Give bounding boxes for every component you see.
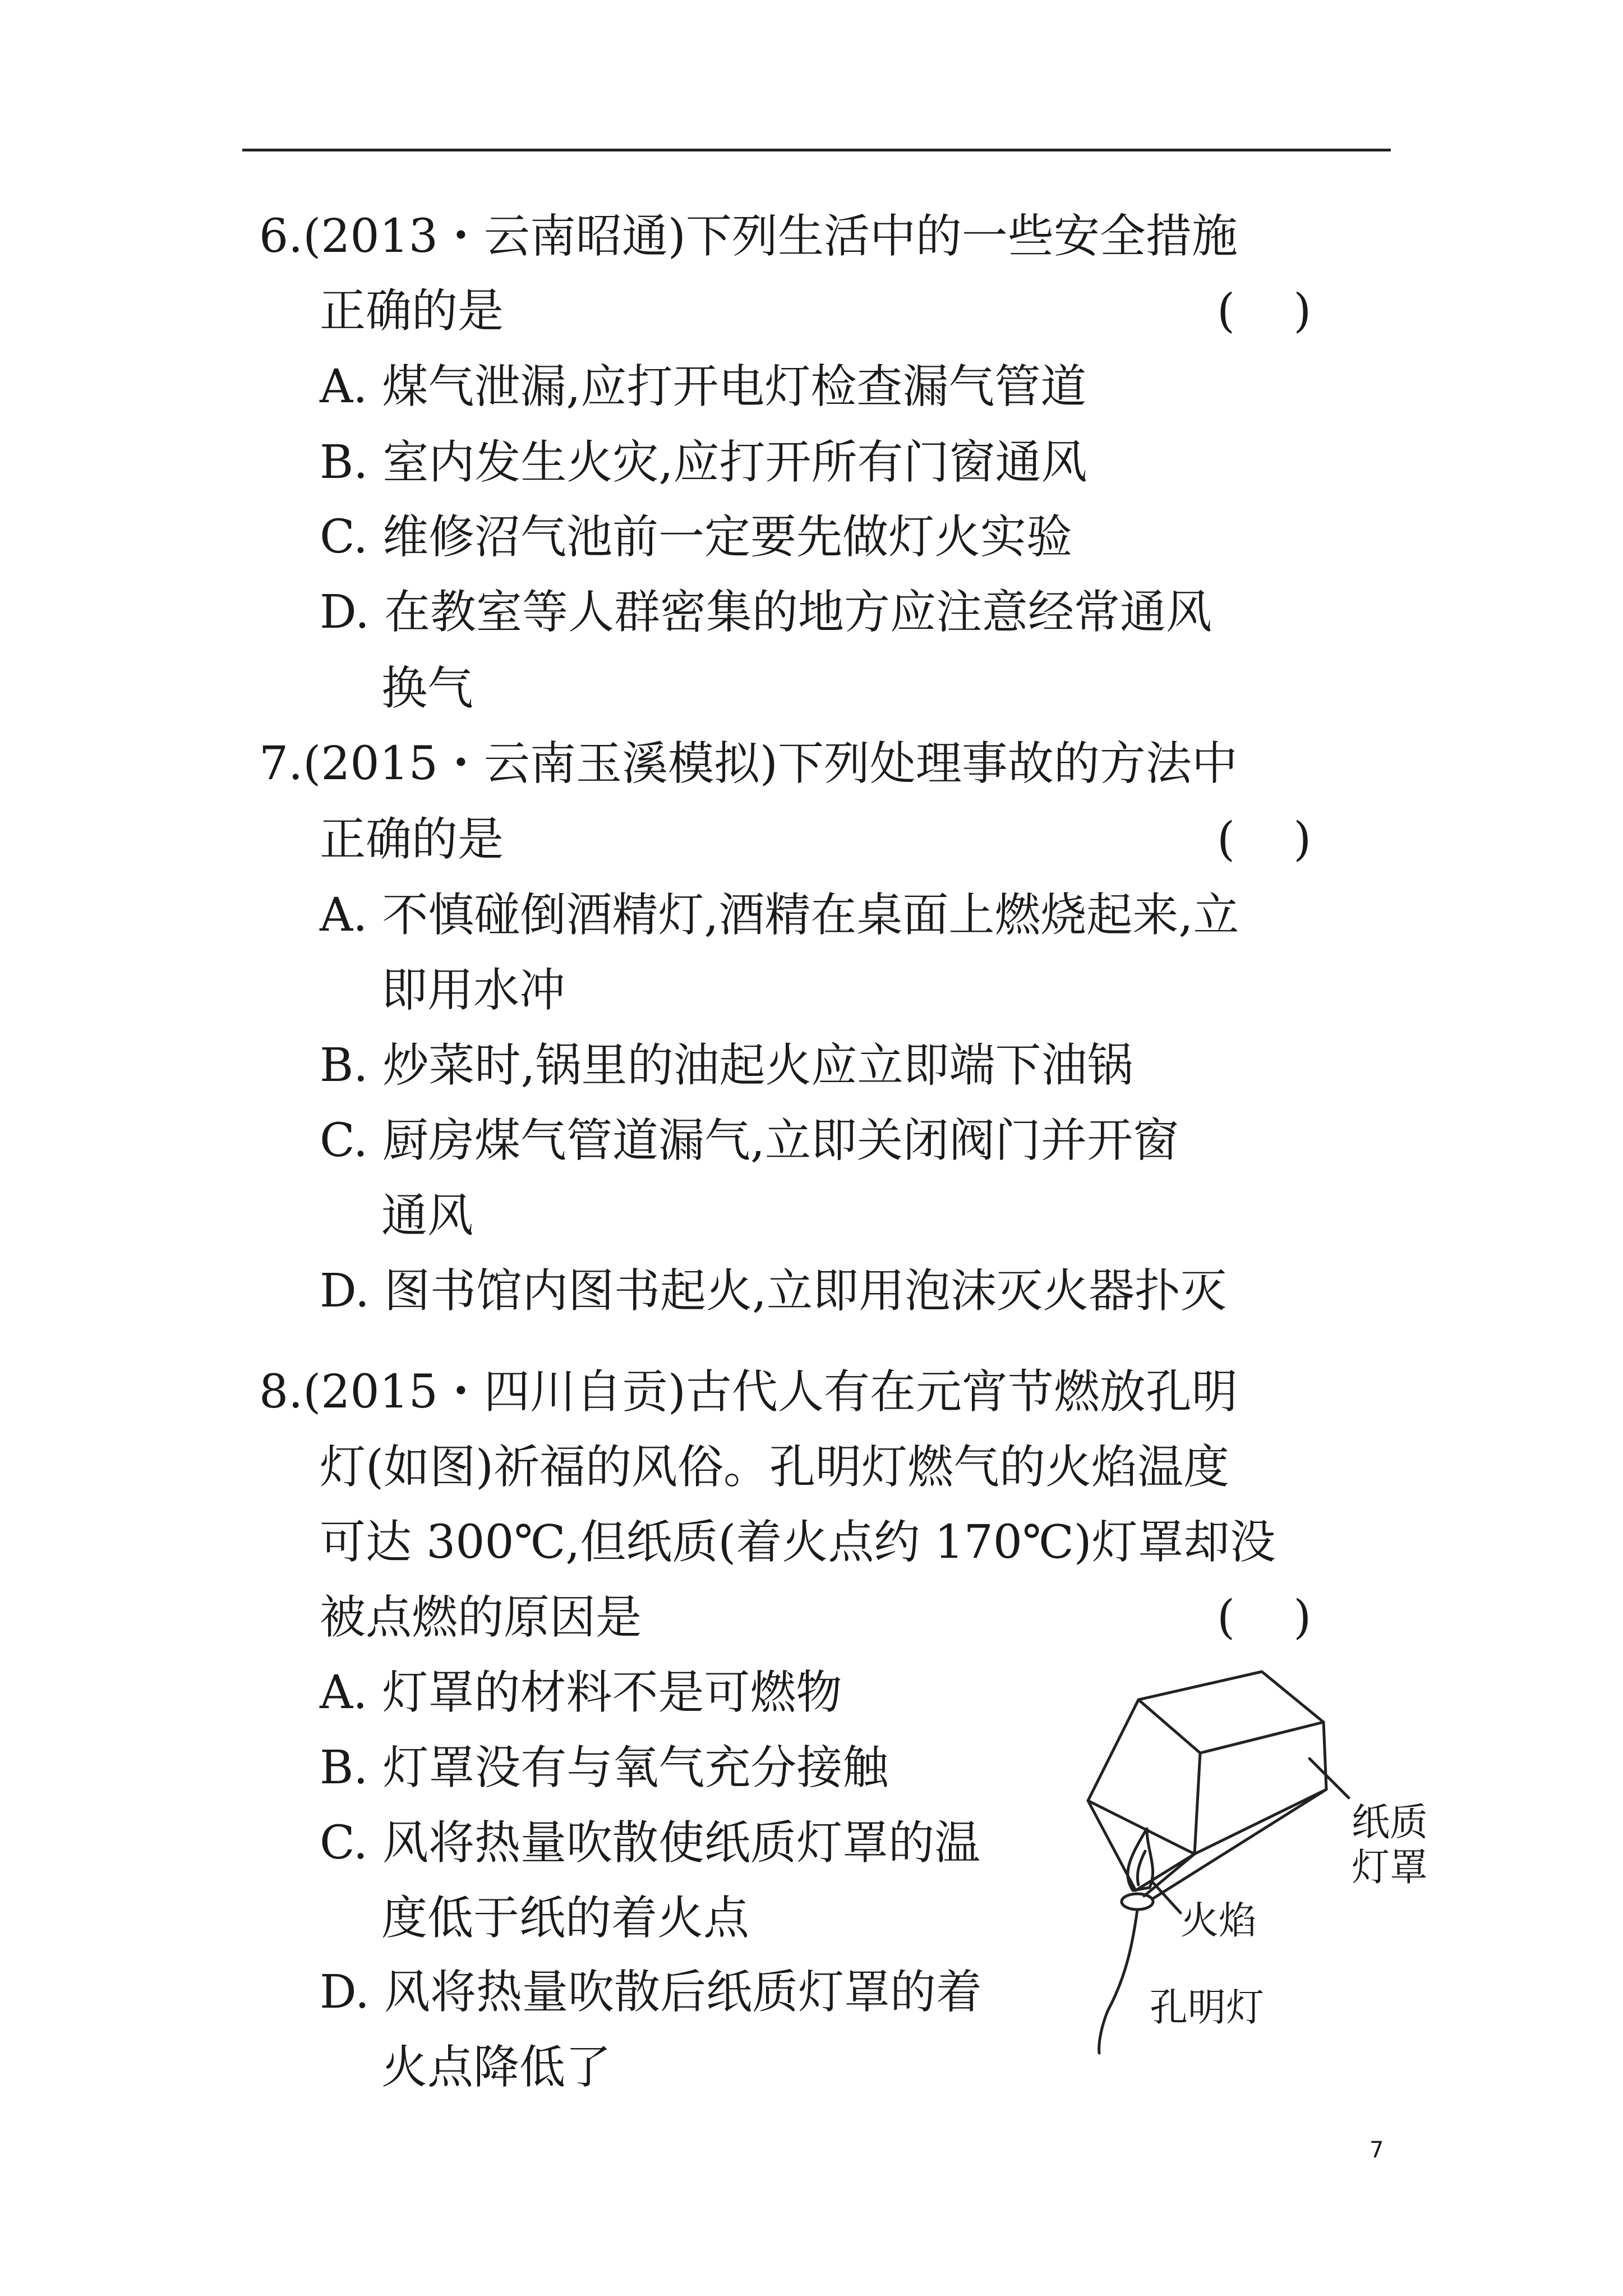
q6-option-a: A. 煤气泄漏,应打开电灯检查漏气管道 [320,360,1087,413]
q8-option-b: B. 灯罩没有与氧气充分接触 [320,1741,889,1795]
q7-stem-line-2: 正确的是 [320,813,504,866]
label-paper-shade-2: 灯罩 [1352,1846,1428,1890]
q7-option-a-line-1: A. 不慎碰倒酒精灯,酒精在桌面上燃烧起来,立 [320,889,1239,942]
shade-label-leader [1310,1759,1349,1798]
q7-answer-paren: ( ) [1217,813,1312,866]
q7-option-d: D. 图书馆内图书起火,立即用泡沫灭火器扑灭 [320,1264,1227,1318]
q7-option-b: B. 炒菜时,锅里的油起火应立即端下油锅 [320,1039,1133,1092]
page-number: 7 [1370,2137,1384,2163]
lantern-string [1099,1910,1137,2053]
q6-option-b: B. 室内发生火灾,应打开所有门窗通风 [320,436,1087,489]
fuel-base [1122,1894,1153,1910]
q7-option-a-line-2: 即用水冲 [381,964,566,1017]
q8-stem-line-2: 灯(如图)祈福的风俗。孔明灯燃气的火焰温度 [320,1441,1229,1494]
q6-option-d-line-2: 换气 [381,662,474,715]
q6-stem-line-2: 正确的是 [320,284,504,338]
q8-option-d-line-1: D. 风将热量吹散后纸质灯罩的着 [320,1966,982,2019]
flame-inner [1137,1851,1145,1885]
q7-option-c-line-1: C. 厨房煤气管道漏气,立即关闭阀门并开窗 [320,1114,1179,1167]
q6-option-c: C. 维修沼气池前一定要先做灯火实验 [320,510,1072,564]
label-flame: 火焰 [1181,1899,1257,1943]
q6-stem-line-1: 6.(2013・云南昭通)下列生活中的一些安全措施 [259,210,1238,263]
q7-stem-line-1: 7.(2015・云南玉溪模拟)下列处理事故的方法中 [259,737,1238,790]
label-kongming-lantern: 孔明灯 [1150,1986,1265,2030]
q8-stem-line-3: 可达 300℃,但纸质(着火点约 170℃)灯罩却没 [320,1516,1276,1569]
q8-answer-paren: ( ) [1217,1591,1312,1644]
lantern-lower-rim [1088,1789,1326,1854]
lantern-shade-back [1144,1789,1326,1899]
q8-option-d-line-2: 火点降低了 [381,2041,612,2094]
q6-option-d-line-1: D. 在教室等人群密集的地方应注意经常通风 [320,586,1212,639]
label-paper-shade-1: 纸质 [1352,1801,1428,1845]
kongming-lantern-figure [1054,1660,1436,2064]
q8-stem-line-1: 8.(2015・四川自贡)古代人有在元宵节燃放孔明 [259,1365,1238,1419]
q7-option-c-line-2: 通风 [381,1189,474,1243]
header-rule [242,149,1391,151]
lantern-edge-left [1088,1700,1138,1801]
q6-answer-paren: ( ) [1217,284,1312,338]
q8-stem-line-4: 被点燃的原因是 [320,1591,642,1644]
q8-option-c-line-2: 度低于纸的着火点 [381,1892,750,1945]
q8-option-c-line-1: C. 风将热量吹散使纸质灯罩的温 [320,1816,980,1870]
lantern-edge-right [1324,1722,1326,1789]
lantern-edge-front [1195,1753,1200,1854]
lantern-top-face [1138,1672,1324,1753]
q8-option-a: A. 灯罩的材料不是可燃物 [320,1666,842,1719]
